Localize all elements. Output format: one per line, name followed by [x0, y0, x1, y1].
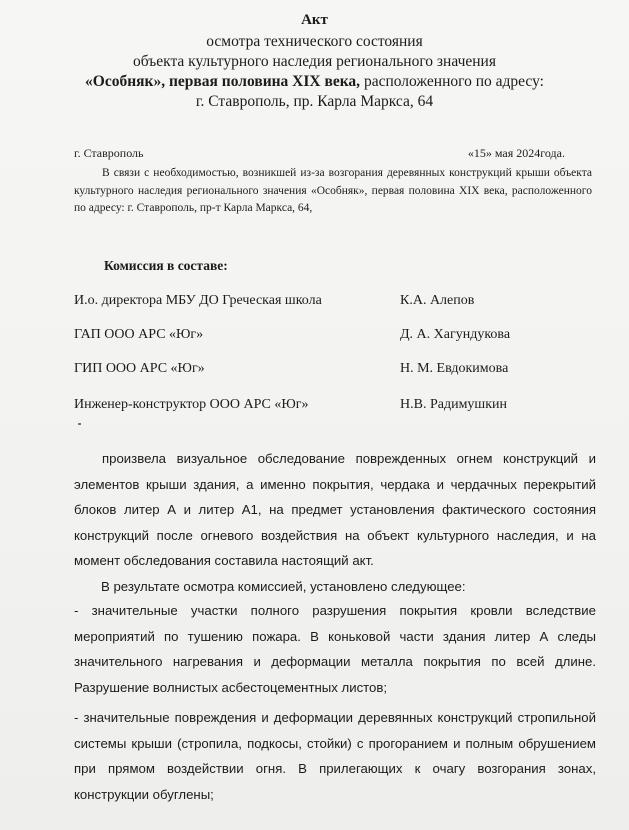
title-line-4: г. Ставрополь, пр. Карла Маркса, 64: [195, 93, 434, 110]
member-role: ГАП ООО АРС «Юг»: [74, 327, 204, 342]
commission-title: Комиссия в составе:: [104, 258, 228, 273]
stray-mark: [78, 423, 81, 425]
findings-heading: В результате осмотра комиссией, установлено следующее:: [101, 579, 466, 594]
object-name: «Особняк», первая половина XIX века,: [85, 73, 361, 90]
title-line-3: [0, 73, 629, 91]
member-role: И.о. директора МБУ ДО Греческая школа: [74, 293, 322, 308]
title-line-2: объекта культурного наследия регионального значения: [132, 53, 496, 70]
member-name: К.А. Алепов: [400, 293, 475, 308]
title-line-3-rest: расположенного по адресу:: [360, 73, 544, 90]
body-paragraph: произвела визуальное обследование поврежденных огнем конструкций и элементов крыши здания, а именно покрытия, чердака и чердачных перекрытий блоков литер А и литер А1, на предмет установления фактического состояния конструкций после огневого воздействия на объект культурного наследия, и на момент обследования составила настоящий акт.: [74, 451, 596, 568]
member-name: Н. М. Евдокимова: [400, 361, 509, 376]
intro-paragraph: В связи с необходимостью, возникшей из-за возгорания деревянных конструкций крыши объекта культурного наследия регионального значения «Особняк», первая половина XIX века, расположенного по адресу: г. Ставрополь, пр-т Карла Маркса, 64,: [74, 167, 592, 214]
finding-item: - значительные участки полного разрушения покрытия кровли вследствие мероприятий по тушению пожара. В коньковой части здания литер А следы значительного нагревания и деформации металла покрытия по всей длине. Разрушение волнистых асбестоцементных листов;: [74, 603, 596, 695]
finding-item: - значительные повреждения и деформации деревянных конструкций стропильной системы крыши (стропила, подкосы, стойки) с прогоранием и полным обрушением при прямом воздействии огня. В прилегающих к очагу возгорания зонах, конструкции обуглены;: [74, 710, 596, 802]
city-label: г. Ставрополь: [74, 146, 144, 160]
member-name: Д. А. Хагундукова: [400, 327, 511, 342]
document-title: Акт: [301, 12, 328, 28]
member-role: ГИП ООО АРС «Юг»: [74, 361, 205, 376]
member-name: Н.В. Радимушкин: [400, 397, 507, 412]
document-date: «15» мая 2024года.: [467, 146, 565, 160]
member-role: Инженер-конструктор ООО АРС «Юг»: [74, 397, 309, 412]
title-line-1: осмотра технического состояния: [206, 33, 423, 50]
